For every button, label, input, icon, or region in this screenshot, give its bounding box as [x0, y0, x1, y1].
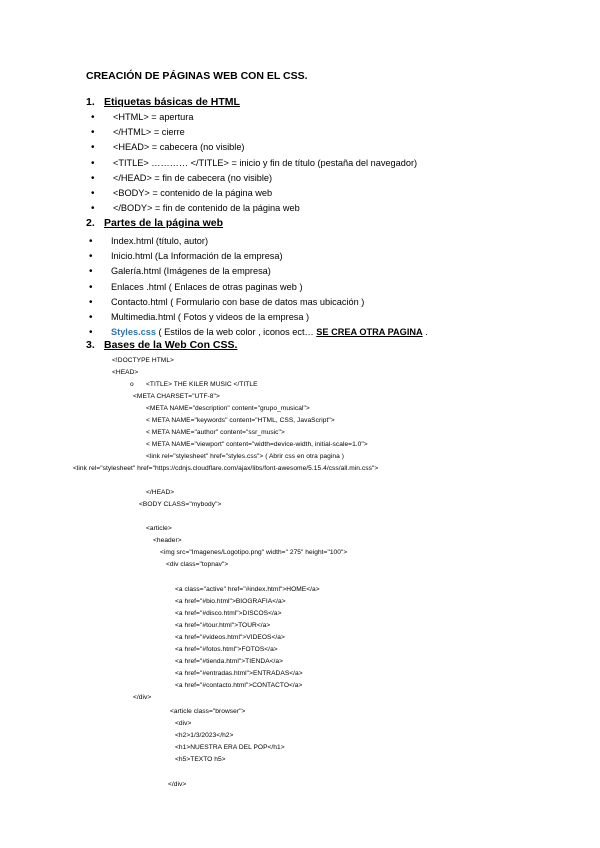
list-item: • Inicio.html (La Información de la empresa)	[111, 249, 428, 264]
code-line: <a class="active" href="#index.html">HOME</a>	[175, 586, 320, 593]
section-2-list	[111, 234, 428, 340]
section-title: Bases de la Web Con CSS.	[104, 339, 238, 351]
code-bullet: o	[130, 381, 134, 388]
section-3-heading	[86, 339, 237, 351]
code-line: <a href="#tour.html">TOUR</a>	[175, 622, 271, 629]
code-line: <div>	[175, 720, 192, 727]
code-line: <a href="#fotos.html">FOTOS</a>	[175, 646, 278, 653]
list-item: • <HTML> = apertura	[113, 110, 417, 125]
code-line: <article>	[146, 525, 172, 532]
section-1-list	[113, 110, 417, 216]
code-line: <link rel="stylesheet" href="styles.css"> ( Abrir css en otra pagina )	[146, 453, 344, 460]
list-item: • <BODY> = contenido de la página web	[113, 186, 417, 201]
code-line: <div class="topnav">	[166, 561, 229, 568]
styles-emphasis: SE CREA OTRA PAGINA	[316, 327, 423, 338]
section-1-heading	[86, 96, 240, 108]
code-line: </div>	[133, 694, 152, 701]
code-line: </HEAD>	[146, 489, 175, 496]
section-number: 2.	[86, 217, 95, 229]
styles-file-name: Styles.css	[111, 327, 156, 338]
list-item: • </BODY> = fin de contenido de la página web	[113, 201, 417, 216]
list-item: • <TITLE> ………… </TITLE> = inicio y fin de título (pestaña del navegador)	[113, 156, 417, 171]
list-item: • Index.html (título, autor)	[111, 234, 428, 249]
code-line: <article class="browser">	[170, 708, 246, 715]
code-line: <img src="Imagenes/Logotipo.png" width=" 275" height="100">	[160, 549, 348, 556]
list-item: • Enlaces .html ( Enlaces de otras paginas web )	[111, 280, 428, 295]
code-line: <!DOCTYPE HTML>	[112, 357, 174, 364]
code-line: < META NAME="keywords" content="HTML, CSS, JavaScript">	[146, 417, 335, 424]
code-line: < META NAME="author" content="ssr_music">	[146, 429, 285, 436]
code-line: <a href="#bio.html">BIOGRAFIA</a>	[175, 598, 286, 605]
code-line: <a href="#videos.html">VIDEOS</a>	[175, 634, 285, 641]
code-line: <META NAME="description" content="grupo_musical">	[146, 405, 310, 412]
code-line: <h5>TEXTO h5>	[175, 756, 226, 763]
code-line: <link rel="stylesheet" href="https://cdnjs.cloudflare.com/ajax/libs/font-awesome/5.15.4/css/all.min.css">	[73, 465, 379, 472]
code-line: <a href="#entradas.html">ENTRADAS</a>	[175, 670, 303, 677]
list-item: • Contacto.html ( Formulario con base de datos mas ubicación )	[111, 295, 428, 310]
list-item: • Multimedia.html ( Fotos y videos de la empresa )	[111, 310, 428, 325]
styles-description: ( Estilos de la web color , iconos ect…	[155, 327, 317, 338]
code-line: <h1>NUESTRA ERA DEL POP</h1>	[175, 744, 285, 751]
section-number: 3.	[86, 339, 95, 351]
code-line: <META CHARSET="UTF-8">	[133, 393, 220, 400]
section-2-heading	[86, 217, 223, 229]
code-line: <HEAD>	[112, 369, 139, 376]
list-item: • </HEAD> = fin de cabecera (no visible)	[113, 171, 417, 186]
section-title: Partes de la página web	[104, 217, 224, 229]
code-line: </div>	[168, 781, 187, 788]
styles-end: .	[422, 327, 428, 338]
list-item: • </HTML> = cierre	[113, 125, 417, 140]
section-title: Etiquetas básicas de HTML	[104, 96, 240, 108]
list-item: • Galería.html (Imágenes de la empresa)	[111, 264, 428, 279]
document-title: CREACIÓN DE PÁGINAS WEB CON EL CSS.	[86, 70, 308, 82]
code-line: <a href="#contacto.html">CONTACTO</a>	[175, 682, 303, 689]
code-text: <TITLE> THE KILER MUSIC </TITLE	[146, 381, 258, 388]
list-item: • <HEAD> = cabecera (no visible)	[113, 140, 417, 155]
code-line: <header>	[153, 537, 182, 544]
code-line: <a href="#tienda.html">TIENDA</a>	[175, 658, 284, 665]
code-line: <BODY CLASS="mybody">	[139, 501, 222, 508]
code-line: < META NAME="viewport" content="width=device-width, initial-scale=1.0">	[146, 441, 368, 448]
code-line: <h2>1/3/2023</h2>	[175, 732, 234, 739]
code-line: <a href="#disco.html">DISCOS</a>	[175, 610, 282, 617]
code-line-title	[130, 381, 258, 388]
section-number: 1.	[86, 96, 95, 108]
